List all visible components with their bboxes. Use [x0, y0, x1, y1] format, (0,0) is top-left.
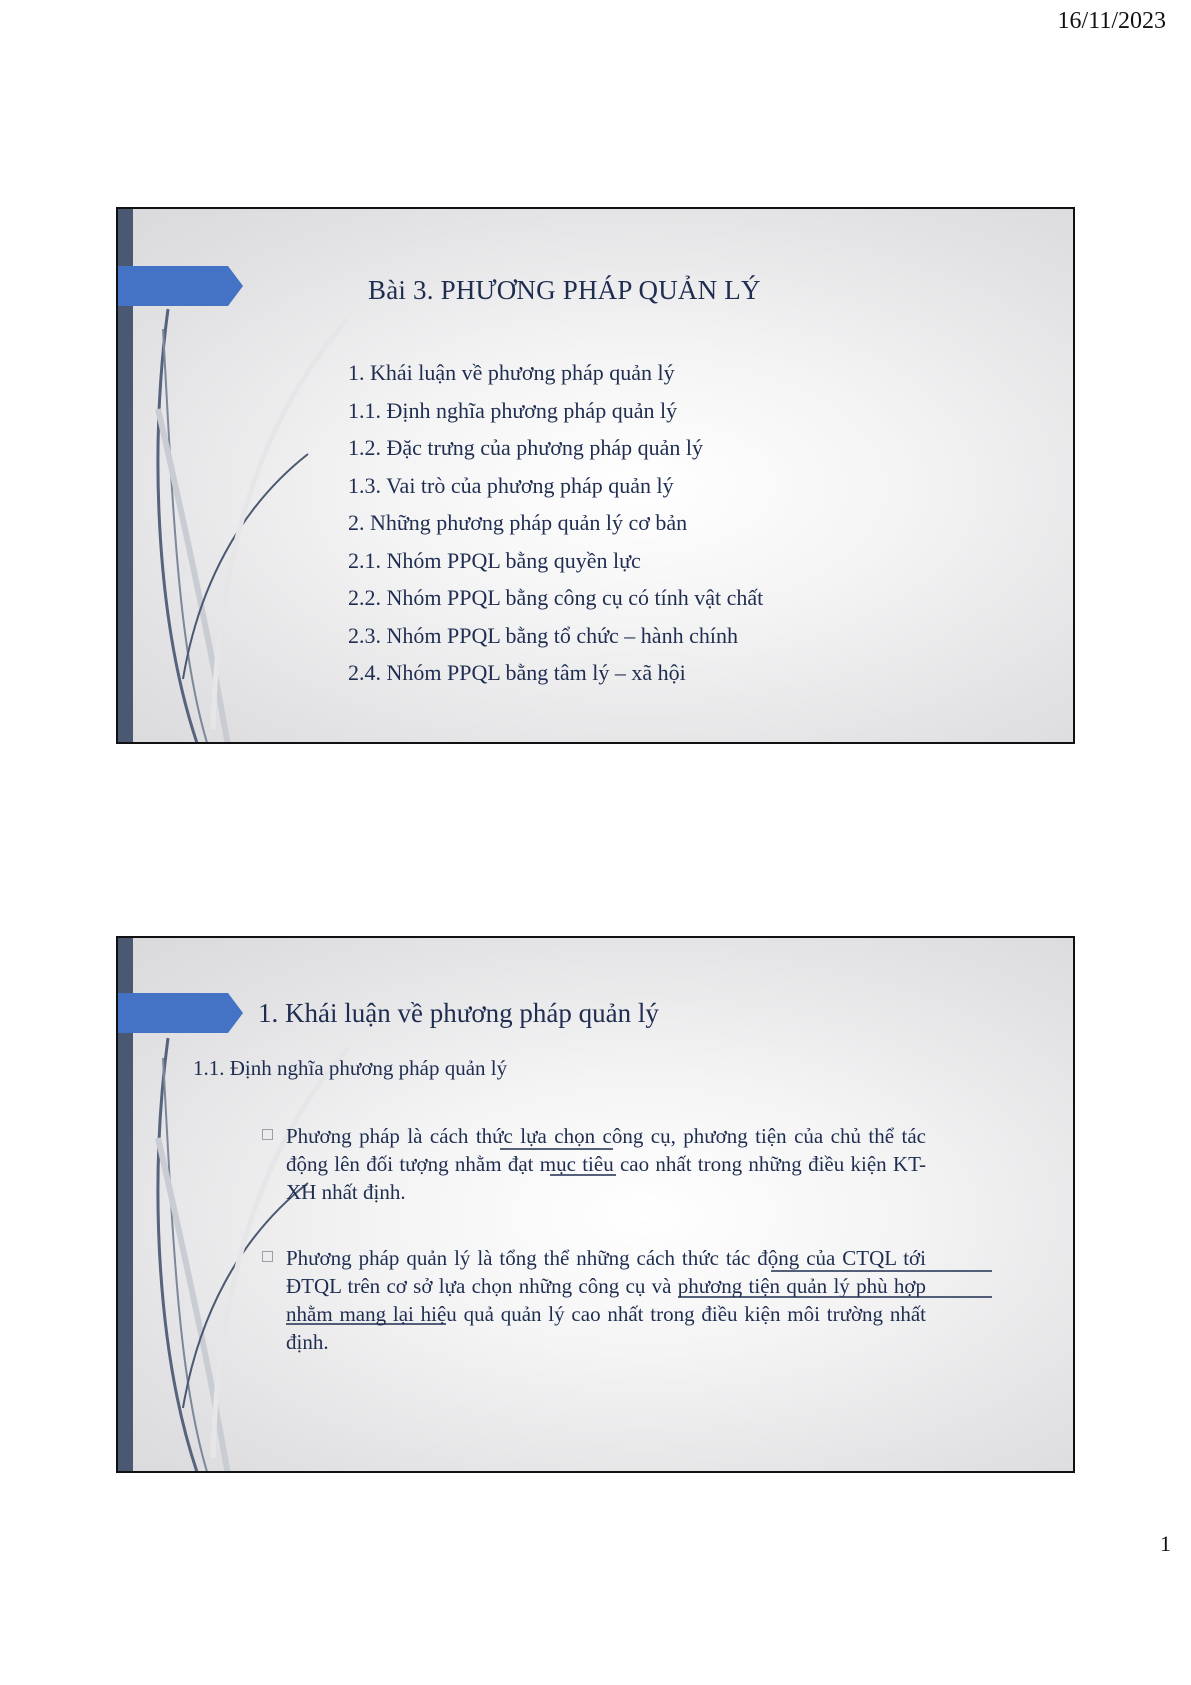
- toc-item: 2.3. Nhóm PPQL bằng tổ chức – hành chính: [348, 622, 738, 648]
- bullet-item: [286, 1244, 926, 1356]
- header-date: 16/11/2023: [1057, 8, 1166, 34]
- bullet-text: Phương pháp là cách thức lựa chọn công cụ, phương tiện của chủ thể tác động lên đối tượng nhằm đạt mục tiêu cao nhất trong những điều kiện KT-XH nhất định.: [286, 1124, 926, 1204]
- toc-item: 2.4. Nhóm PPQL bằng tâm lý – xã hội: [348, 660, 686, 685]
- page-number: 1: [1160, 1531, 1171, 1556]
- title-arrow-tag: [118, 993, 243, 1033]
- table-of-contents: [348, 354, 763, 692]
- bullet-box-icon: [262, 1129, 273, 1140]
- slide-1-title: Bài 3. PHƯƠNG PHÁP QUẢN LÝ: [368, 275, 761, 305]
- toc-item: 1.3. Vai trò của phương pháp quản lý: [348, 472, 674, 498]
- slide-2-subheading: 1.1. Định nghĩa phương pháp quản lý: [193, 1056, 508, 1080]
- title-arrow-tag: [118, 266, 243, 306]
- toc-item: 1.1. Định nghĩa phương pháp quản lý: [348, 397, 678, 423]
- bullet-box-icon: [262, 1251, 273, 1262]
- bullet-item: [286, 1122, 926, 1206]
- bullet-text: Phương pháp quản lý là tổng thể những cách thức tác động của CTQL tới ĐTQL trên cơ sở lựa chọn những công cụ và phương tiện quản lý phù hợp nhằm mang lại hiệu quả quản lý cao nhất trong điều kiện môi trường nhất định.: [286, 1246, 926, 1354]
- toc-item: 1.2. Đặc trưng của phương pháp quản lý: [348, 435, 704, 460]
- slide-1: [116, 207, 1075, 744]
- toc-item: 2. Những phương pháp quản lý cơ bản: [348, 510, 688, 535]
- slide-2: [116, 936, 1075, 1473]
- toc-item: 2.1. Nhóm PPQL bằng quyền lực: [348, 547, 641, 573]
- toc-item: 1. Khái luận về phương pháp quản lý: [348, 360, 675, 385]
- toc-item: 2.2. Nhóm PPQL bằng công cụ có tính vật chất: [348, 585, 764, 610]
- slide-2-title: 1. Khái luận về phương pháp quản lý: [258, 998, 659, 1028]
